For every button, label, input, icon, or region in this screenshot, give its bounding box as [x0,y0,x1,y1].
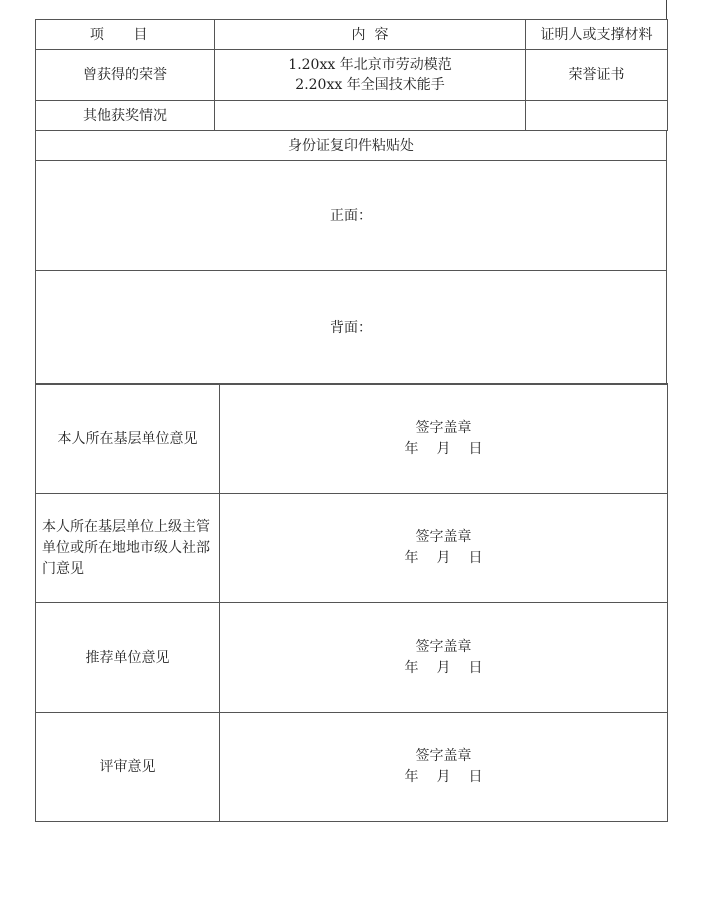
id-back-area[interactable] [36,271,667,385]
opinion-sign-area[interactable] [220,494,668,603]
opinion-row [36,494,668,603]
opinion-sign-area[interactable] [220,384,668,494]
date-line: 年 月 日 [404,769,483,785]
opinion-label: 推荐单位意见 [36,603,220,713]
id-front-label: 正面： [330,207,372,224]
honors-item: 1.20xx 年北京市劳动模范 [288,57,452,73]
honors-label: 曾获得的荣誉 [36,50,215,101]
sign-seal-label: 签字盖章 [415,529,472,545]
honors-proof[interactable]: 荣誉证书 [526,50,668,101]
opinion-label: 本人所在基层单位上级主管单位或所在地地市级人社部门意见 [36,494,220,603]
opinion-label: 评审意见 [36,713,220,822]
sign-seal-label: 签字盖章 [415,419,472,436]
header-proof: 证明人或支撑材料 [526,20,668,50]
honors-content[interactable] [215,50,526,101]
opinion-sign-area[interactable] [220,603,668,713]
id-back-label: 背面： [330,319,372,336]
date-line: 年 月 日 [404,550,483,566]
date-line: 年 月 日 [404,659,483,676]
top-border-line [666,0,667,20]
header-content: 内 容 [215,20,526,50]
other-awards-content[interactable] [215,101,526,131]
id-copy-title: 身份证复印件粘贴处 [36,131,667,161]
opinion-sign-area[interactable] [220,713,668,822]
sign-seal-label: 签字盖章 [415,638,472,655]
id-back-row [36,271,667,385]
other-awards-row [36,101,668,131]
honors-table [35,19,668,131]
id-copy-section [35,130,667,385]
other-awards-label: 其他获奖情况 [36,101,215,131]
honors-item: 2.20xx 年全国技术能手 [295,77,445,93]
id-copy-title-row [36,131,667,161]
sign-seal-label: 签字盖章 [415,748,472,764]
id-front-row [36,161,667,271]
honors-row [36,50,668,101]
opinion-label: 本人所在基层单位意见 [36,384,220,494]
header-row [36,20,668,50]
opinion-row [36,384,668,494]
opinions-table [35,383,668,822]
header-item: 项 目 [36,20,215,50]
date-line: 年 月 日 [404,440,483,457]
opinion-row [36,603,668,713]
other-awards-proof[interactable] [526,101,668,131]
id-front-area[interactable] [36,161,667,271]
opinion-row [36,713,668,822]
